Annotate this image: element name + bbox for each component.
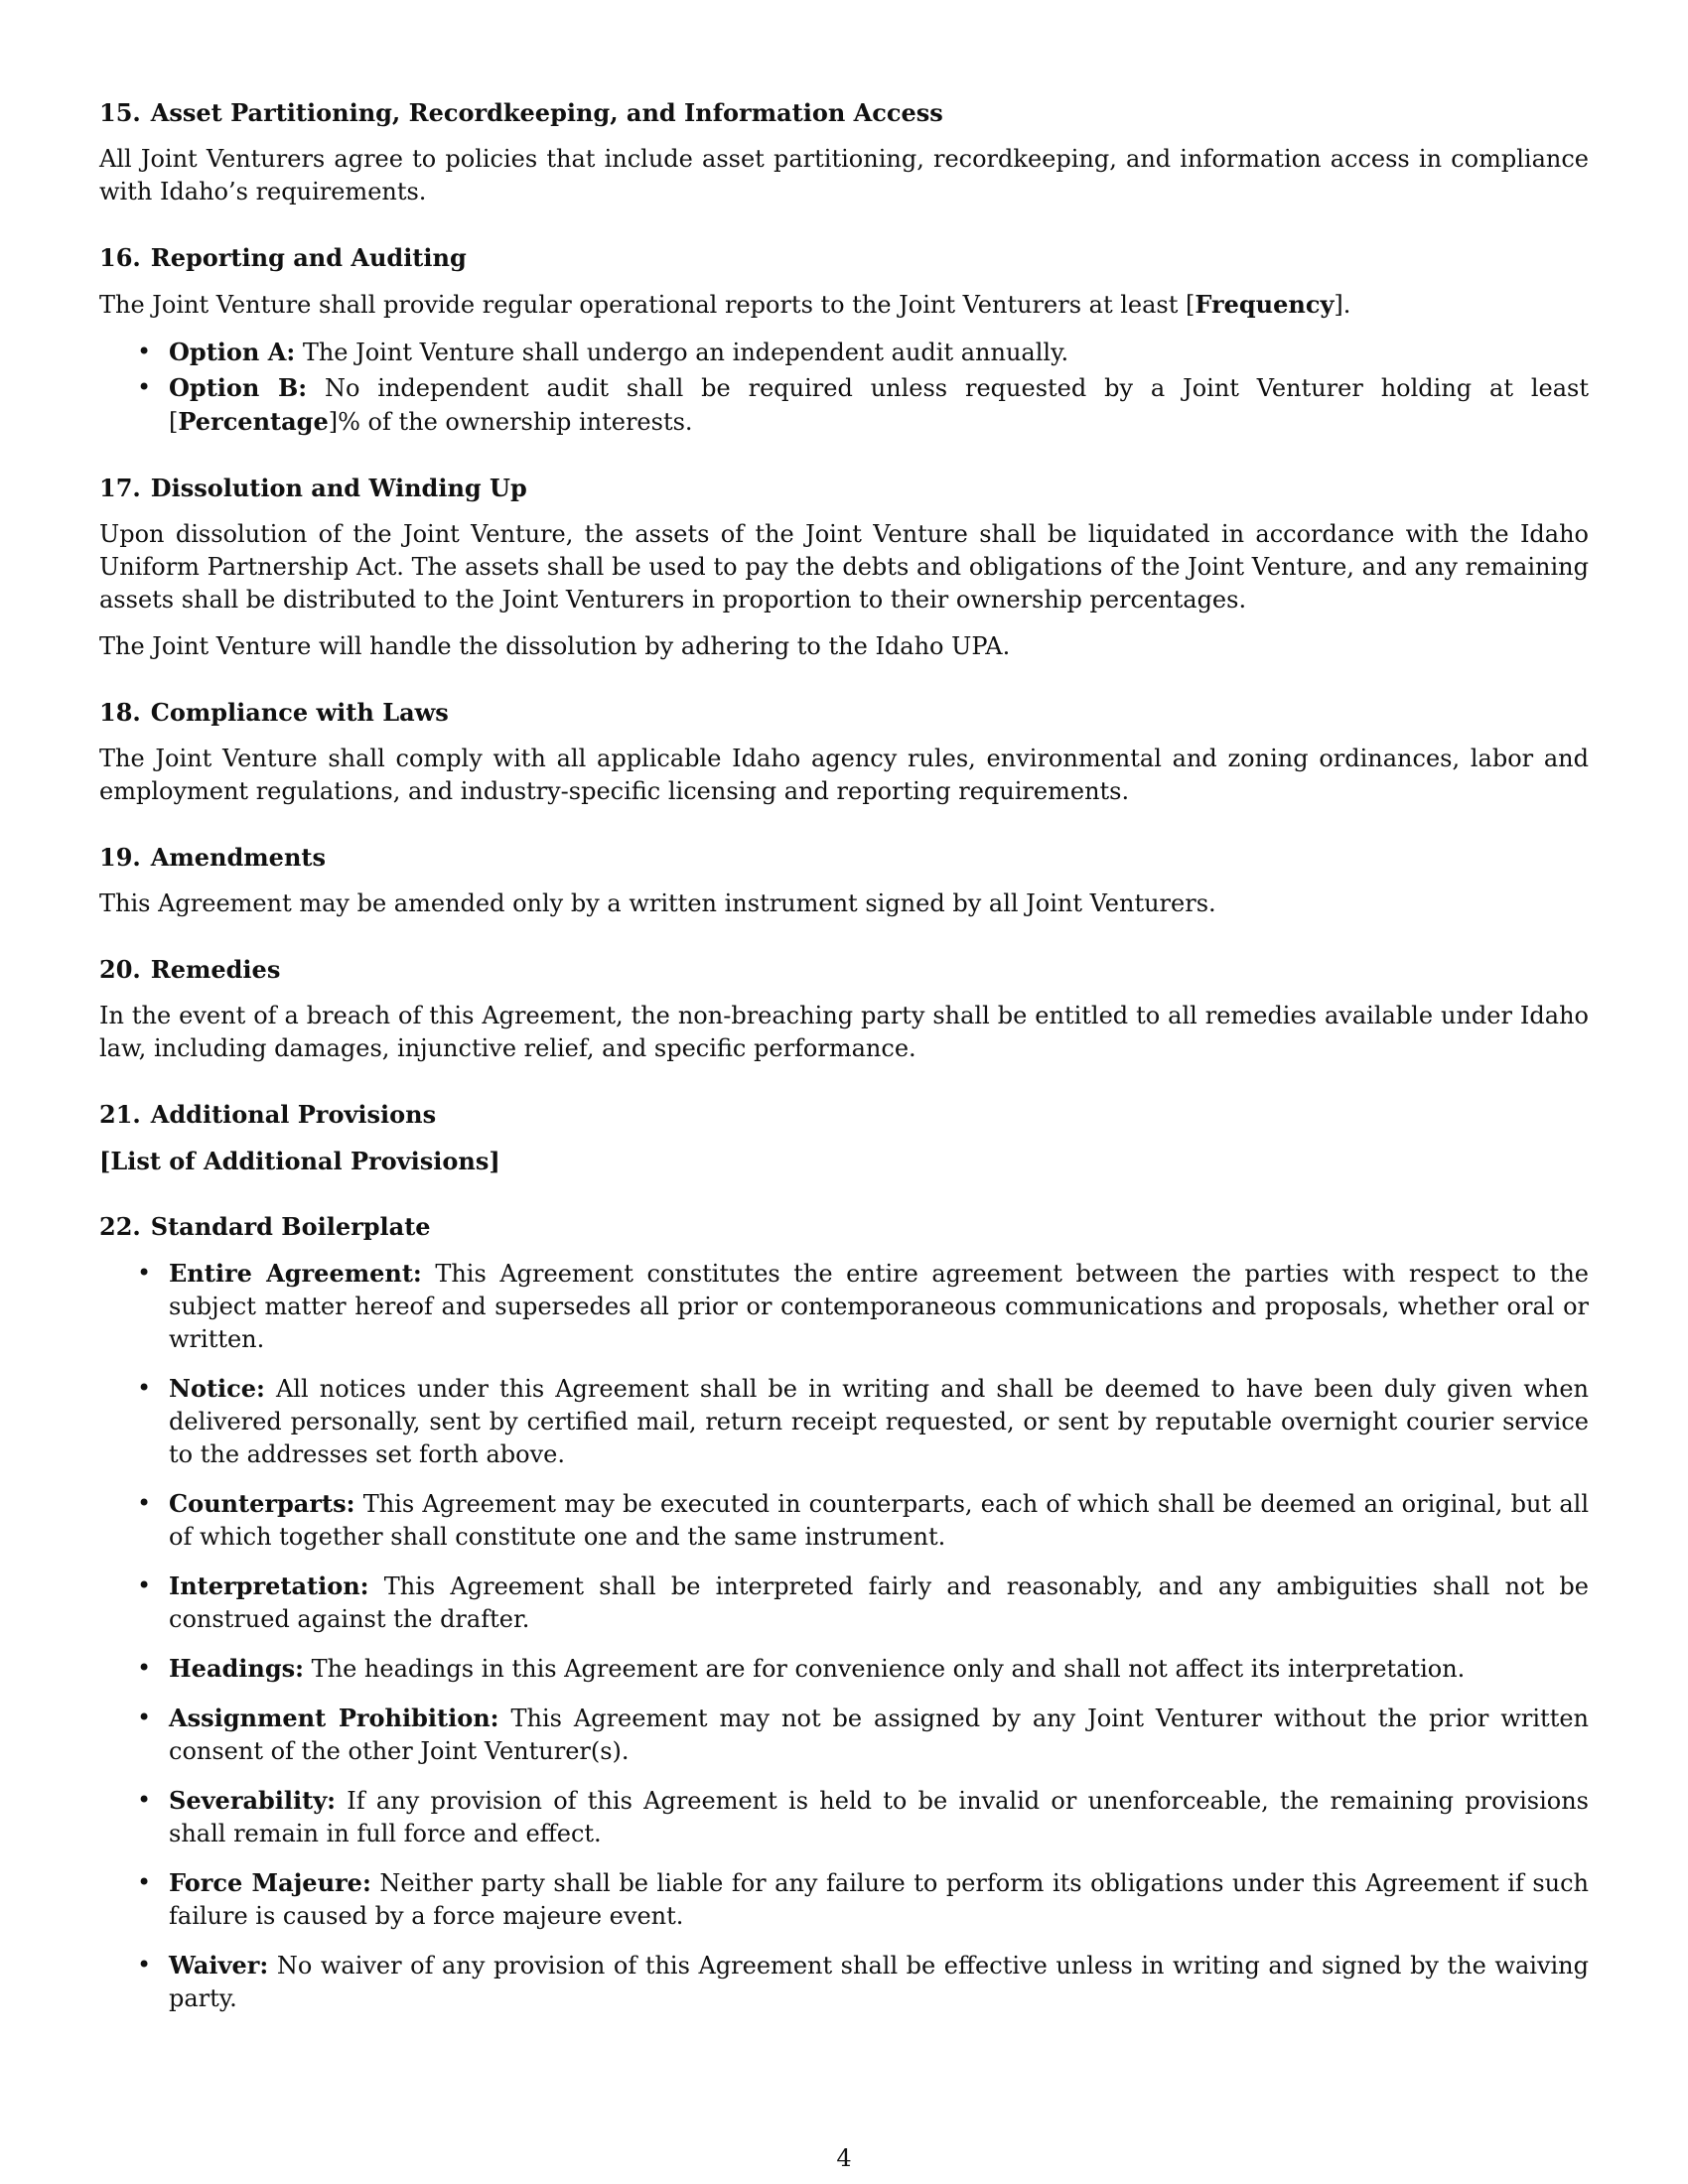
list-item: • Option B: No independent audit shall be required unless requested by a Joint Venturer holding at least [Percentage]% of the ownership interests.	[137, 373, 1589, 436]
section-body: The Joint Venture shall provide regular operational reports to the Joint Venturers at least [Frequency].	[99, 290, 1351, 319]
section-body: All Joint Venturers agree to policies that include asset partitioning, recordkeeping, and information access in compliance with Idaho’s requirements.	[99, 145, 1589, 205]
bullet-icon: •	[137, 1786, 152, 1814]
list-item: • Counterparts: This Agreement may be executed in counterparts, each of which shall be deemed an original, but all of which together shall constitute one and the same instrument.	[137, 1489, 1589, 1551]
list-item: • Interpretation: This Agreement shall be interpreted fairly and reasonably, and any ambiguities shall not be construed against the drafter.	[137, 1571, 1589, 1633]
list-item: • Notice: All notices under this Agreement shall be in writing and shall be deemed to have been duly given when delivered personally, sent by certified mail, return receipt requested, or sent by reputable overnight courier service to the addresses set forth above.	[137, 1374, 1589, 1468]
bullet-icon: •	[137, 1868, 152, 1896]
section-heading: 20. Remedies	[99, 955, 281, 984]
section-20	[99, 954, 1589, 1065]
section-body: In the event of a breach of this Agreement, the non-breaching party shall be entitled to all remedies available under Idaho law, including damages, injunctive relief, and specific performance.	[99, 1002, 1589, 1062]
bullet-icon: •	[137, 1654, 152, 1682]
document-page	[99, 97, 1589, 2049]
list-item: • Waiver: No waiver of any provision of this Agreement shall be effective unless in writing and signed by the waiving party.	[137, 1951, 1589, 2012]
placeholder-percentage: Percentage	[178, 407, 329, 436]
section-heading: 15. Asset Partitioning, Recordkeeping, and Information Access	[99, 98, 943, 127]
section-body: The Joint Venture shall comply with all applicable Idaho agency rules, environmental and zoning ordinances, labor and employment regulations, and industry-specific licensing and reporting requirements.	[99, 745, 1589, 805]
list-item: • Headings: The headings in this Agreement are for convenience only and shall not affect its interpretation.	[137, 1654, 1466, 1683]
section-22	[99, 1211, 1589, 2015]
section-15	[99, 97, 1589, 208]
section-body: [List of Additional Provisions]	[99, 1147, 500, 1175]
option-list	[99, 336, 1589, 439]
section-heading: 16. Reporting and Auditing	[99, 243, 467, 272]
bullet-icon: •	[137, 1489, 152, 1517]
bullet-icon: •	[137, 338, 152, 365]
section-18	[99, 697, 1589, 808]
section-heading: 18. Compliance with Laws	[99, 698, 449, 727]
section-heading: 17. Dissolution and Winding Up	[99, 474, 527, 502]
bullet-icon: •	[137, 1951, 152, 1979]
section-19	[99, 842, 1589, 920]
list-item: • Entire Agreement: This Agreement constitutes the entire agreement between the parties with respect to the subject matter hereof and supersedes all prior or contemporaneous communications and proposals, whether oral or written.	[137, 1259, 1589, 1353]
section-heading: 22. Standard Boilerplate	[99, 1212, 431, 1241]
section-body: This Agreement may be amended only by a written instrument signed by all Joint Venturers.	[99, 889, 1216, 917]
bullet-icon: •	[137, 373, 152, 401]
section-21	[99, 1099, 1589, 1177]
section-17	[99, 473, 1589, 663]
section-heading: 21. Additional Provisions	[99, 1100, 437, 1129]
bullet-icon: •	[137, 1571, 152, 1599]
bullet-icon: •	[137, 1704, 152, 1731]
placeholder-frequency: Frequency	[1195, 290, 1335, 319]
section-body: The Joint Venture will handle the dissolution by adhering to the Idaho UPA.	[99, 632, 1011, 660]
bullet-icon: •	[137, 1374, 152, 1402]
list-item: • Option A: The Joint Venture shall undergo an independent audit annually.	[137, 338, 1069, 366]
section-heading: 19. Amendments	[99, 843, 326, 872]
list-item: • Assignment Prohibition: This Agreement may not be assigned by any Joint Venturer without the prior written consent of the other Joint Venturer(s).	[137, 1704, 1589, 1765]
bullet-icon: •	[137, 1259, 152, 1287]
section-16	[99, 242, 1589, 439]
section-body: Upon dissolution of the Joint Venture, the assets of the Joint Venture shall be liquidated in accordance with the Idaho Uniform Partnership Act. The assets shall be used to pay the debts and obligations of the Joint Venture, and any remaining assets shall be distributed to the Joint Venturers in proportion to their ownership percentages.	[99, 520, 1589, 614]
boilerplate-list	[99, 1257, 1589, 2015]
list-item: • Force Majeure: Neither party shall be liable for any failure to perform its obligations under this Agreement if such failure is caused by a force majeure event.	[137, 1868, 1589, 1930]
list-item: • Severability: If any provision of this Agreement is held to be invalid or unenforceable, the remaining provisions shall remain in full force and effect.	[137, 1786, 1589, 1847]
page-number: 4	[836, 2144, 852, 2172]
